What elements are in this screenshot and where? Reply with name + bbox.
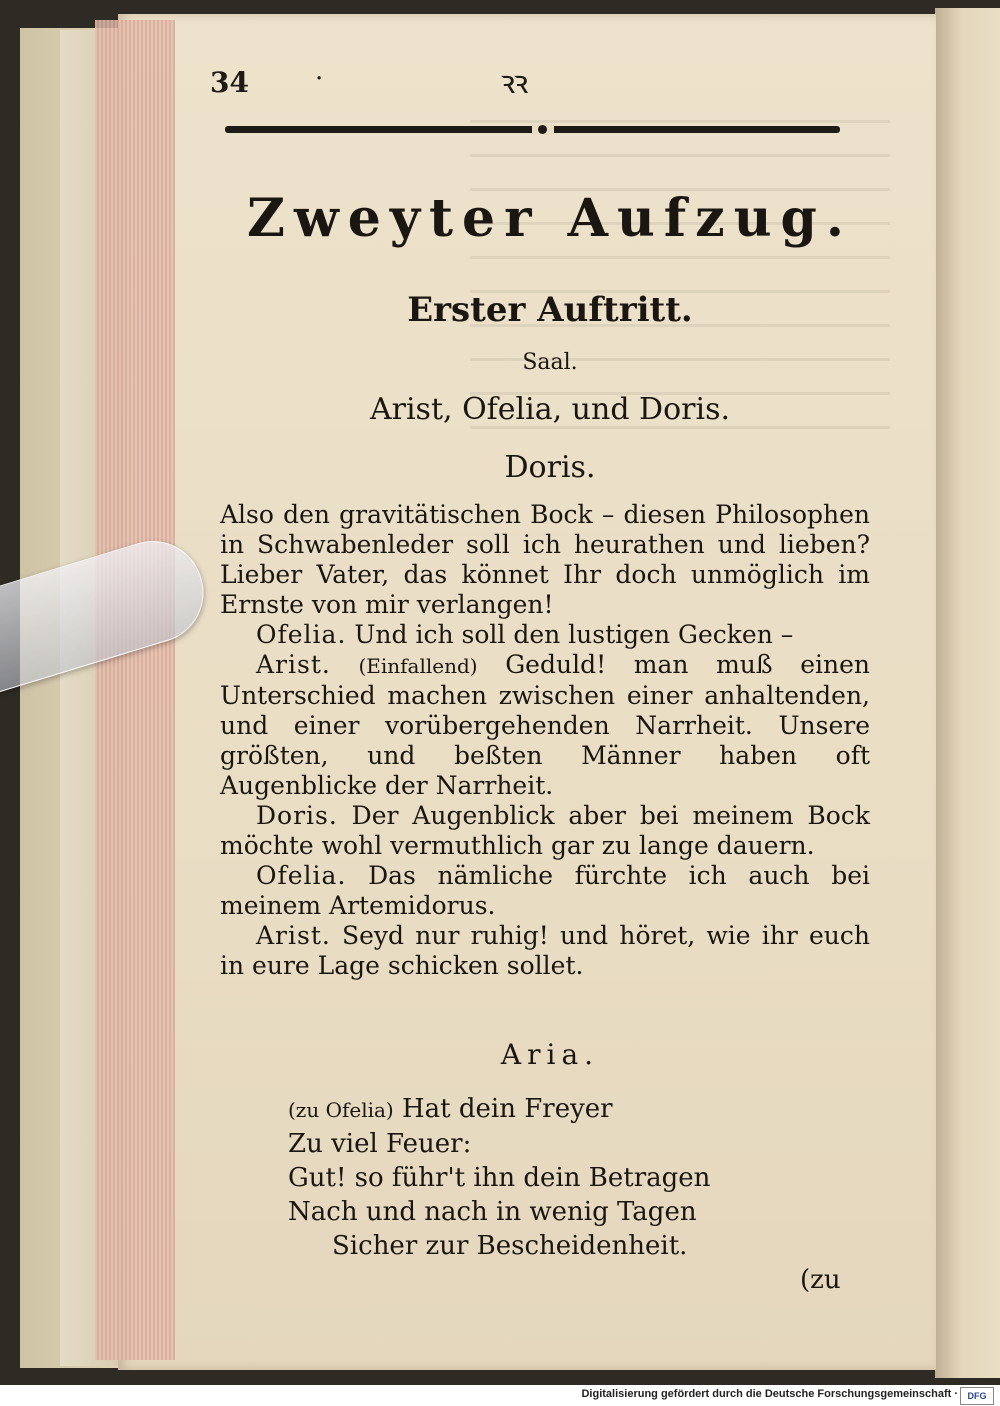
page-number: 34 [210, 66, 249, 99]
facing-page [935, 8, 1000, 1378]
cast-list: Arist, Ofelia, und Doris. [369, 392, 731, 427]
header-mark: · [315, 64, 324, 94]
catchword: (zu [800, 1265, 841, 1295]
verse-line: Nach und nach in wenig Tagen [288, 1197, 697, 1227]
header-ornament-icon: ꝛꝛ [500, 63, 527, 101]
scene-title: Erster Auftritt. [407, 290, 693, 330]
page-edge-pink [95, 20, 175, 1360]
dialogue-paragraph [220, 650, 870, 801]
dfg-logo-icon: DFG [960, 1387, 994, 1405]
footer-bar [0, 1385, 1000, 1406]
aria-verse [288, 1092, 788, 1263]
dialogue-paragraph: Also den gravitätischen Bock – diesen Philosophen in Schwabenleder soll ich heurathen und lieben? Lieber Vater, das könnet Ihr doch unmöglich im Ernste von mir verlangen! [220, 500, 870, 619]
dialogue-paragraph [220, 921, 870, 981]
verse-line: Sicher zur Bescheidenheit. [332, 1231, 688, 1261]
speech: Das nämliche fürchte ich auch bei meinem Artemidorus. [220, 861, 870, 920]
speaker-name: Ofelia. [256, 861, 347, 890]
verse-line: Gut! so führ't ihn dein Betragen [288, 1163, 711, 1193]
speaker-name: Arist. [256, 650, 331, 679]
verse-text: Hat dein Freyer [402, 1094, 613, 1124]
speaker-name: Ofelia. [256, 620, 347, 649]
speech: Geduld! man muß einen Unterschied machen zwischen einer anhaltenden, und einer vorübergehenden Narrheit. Unsere größten, und beßten Männer haben oft Augenblicke der Narrheit. [220, 650, 870, 800]
act-title: Zweyter Aufzug. [247, 188, 853, 249]
dialogue [220, 500, 870, 981]
speech: Der Augenblick aber bei meinem Bock möchte wohl vermuthlich gar zu lange dauern. [220, 801, 870, 860]
dialogue-paragraph [220, 861, 870, 921]
stage-direction: (zu Ofelia) [288, 1098, 394, 1122]
verse-line [288, 1092, 788, 1127]
speech: Und ich soll den lustigen Gecken – [354, 620, 794, 649]
scene-place: Saal. [522, 350, 578, 375]
rule-dot [538, 125, 547, 134]
dialogue-paragraph [220, 801, 870, 861]
footer-credit: Digitalisierung gefördert durch die Deutsche Forschungsgemeinschaft · [581, 1388, 958, 1400]
aria-heading: Aria. [500, 1038, 600, 1071]
stage-direction: (Einfallend) [358, 654, 478, 678]
speaker-name: Doris. [256, 801, 338, 830]
speech: Seyd nur ruhig! und höret, wie ihr euch in eure Lage schicken sollet. [220, 921, 871, 980]
verse-line: Zu viel Feuer: [288, 1129, 472, 1159]
dialogue-paragraph [220, 620, 870, 650]
speaker-heading: Doris. [504, 450, 596, 485]
page-header [210, 60, 850, 104]
speaker-name: Arist. [256, 921, 331, 950]
